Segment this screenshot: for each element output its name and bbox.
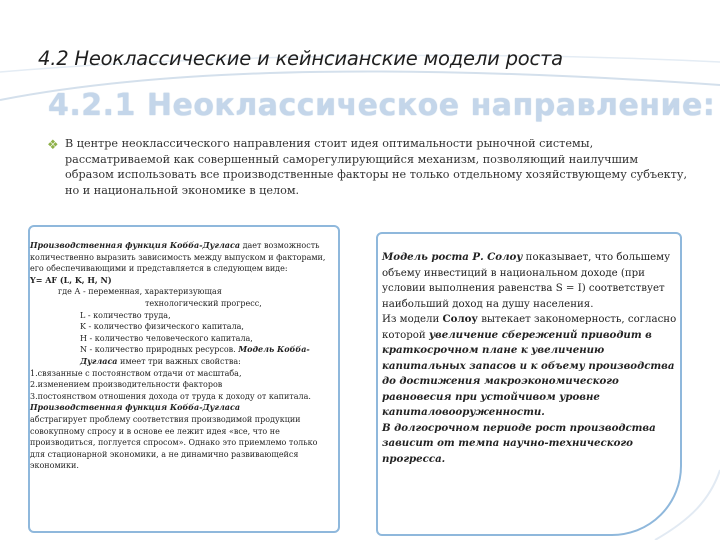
diamond-bullet-icon: ❖ <box>47 138 59 153</box>
solow-savings-effect: увеличение сбережений приводит в краткосрочном плане к увеличению капитальных запасов и к объему производства до достижения макроэкономического равновесия при устойчивом уровне капиталовооруженности. <box>382 328 675 418</box>
definition-k: K - количество физического капитала, <box>80 322 244 332</box>
where-a-line-1: где А - переменная, характеризующая <box>58 287 222 297</box>
left-box-text <box>30 240 334 472</box>
solow-long-term: В долгосрочном периоде рост производства зависит от темпа научно-технического прогресса. <box>382 421 656 465</box>
cobb-douglas-heading: Производственная функция Кобба-Дугласа <box>30 240 241 250</box>
closing-paragraph: абстрагирует проблему соответствия производимой продукции совокупному спросу и в основе ее лежит идея «все, что не производиться, поглуется спросом». Однако это приемлемо только для стационарной экономики, а не динамично развивающейся экономики. <box>30 414 318 471</box>
solow-paragraph-2-start: Из модели <box>382 314 443 325</box>
where-a-line-2: технологический прогресс, <box>145 298 262 308</box>
property-3: 3.постоянством отношения дохода от труда к доходу от капитала. <box>30 391 311 401</box>
property-2: 2.изменением производительности факторов <box>30 380 223 390</box>
properties-intro: имеет три важных свойства: <box>117 356 241 366</box>
solow-paragraph-1: показывает, что большему объему инвестиций в национальном доходе (при условии выполнения равенства S = I) соответствует наибольший доход на душу населения. <box>382 252 671 310</box>
slide-subtitle: 4.2.1 Неоклассическое направление: <box>48 88 716 123</box>
solow-model-name: Модель роста Р. Солоу <box>382 251 523 263</box>
property-1: 1.связанные с постоянством отдачи от масштаба, <box>30 368 242 378</box>
bullet-text: В центре неоклассического направления стоит идея оптимальности рыночной системы, рассматриваемой как совершенный саморегулирующийся механизм, позволяющий наилучшим образом использовать все производственные факторы не только отдельному хозяйствующему субъекту, но и национальной экономике в целом. <box>65 137 688 197</box>
production-formula: Y= AF (L, K, H, N) <box>30 274 112 285</box>
definition-h: H - количество человеческого капитала, <box>80 333 253 343</box>
bullet-item <box>47 136 687 198</box>
model-heading: Модель Кобба-Дугласа <box>80 344 310 366</box>
right-box-text <box>382 250 678 467</box>
cobb-douglas-intro: дает возможность количественно выразить зависимость между выпуском и факторами, его обеспечивающими и представляется в следующем виде: <box>30 241 326 274</box>
production-function-heading: Производственная функция Кобба-Дугласа <box>30 402 241 413</box>
solow-name: Солоу <box>442 313 478 325</box>
definition-l: L - количество труда, <box>80 310 171 320</box>
definition-n: N - количество природных ресурсов. <box>80 345 239 355</box>
slide-title: 4.2 Неоклассические и кейнсианские модели роста <box>38 47 563 70</box>
solow-paragraph-2-mid: вытекает закономерность, согласно которой <box>382 314 677 341</box>
